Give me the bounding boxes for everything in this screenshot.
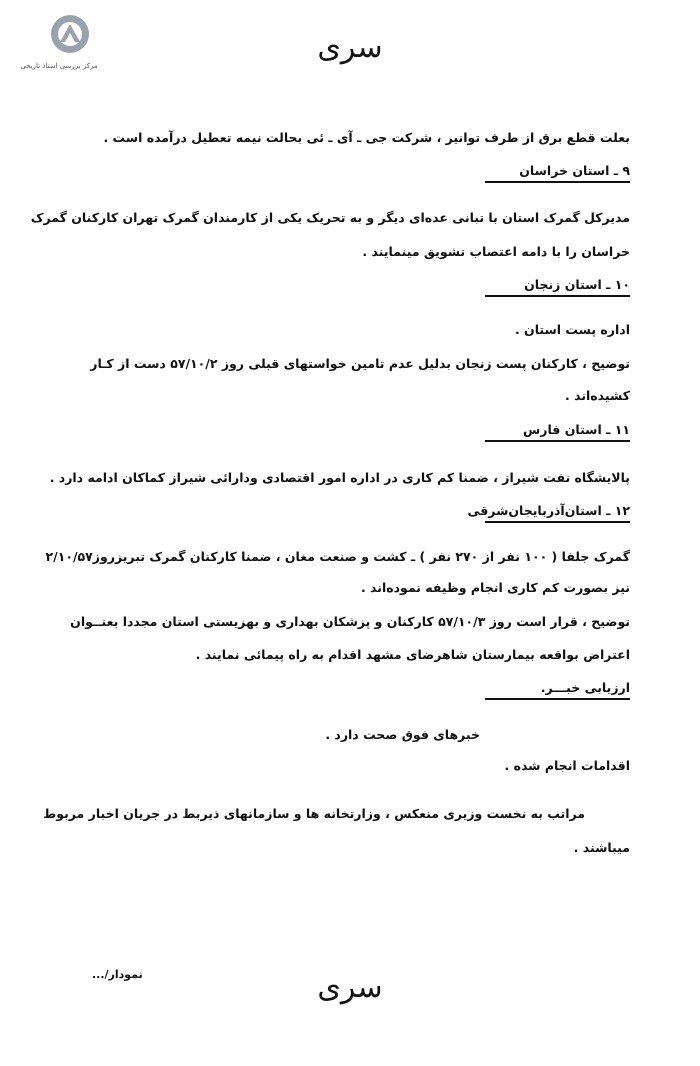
section-heading-zanjan: ۱۰ ـ استان زنجان	[485, 277, 630, 297]
section-heading-evaluation: ارزیابی خبـــر.	[485, 680, 630, 700]
body-line: مدیرکل گمرک استان با تبانی عده‌ای دیگر و به تحریک یکی از کارمندان گمرک تهران کارکنان گمرک	[30, 210, 630, 225]
document-number: نمودار/...	[92, 968, 143, 981]
section-heading-khorasan: ۹ ـ استان خراسان	[485, 163, 630, 183]
body-line: اقدامات انجام شده .	[504, 758, 630, 773]
archive-logo-text: مرکز بررسی اسناد تاریخی	[20, 62, 98, 70]
body-line: مراتب به نخست وزیری منعکس ، وزارتخانه ها و سازمانهای ذیربط در جریان اخبار مربوط	[43, 806, 585, 821]
body-line: خراسان را با دامه اعتصاب تشویق مینمایند .	[362, 244, 630, 259]
body-line: توضیح ، کارکنان پست زنجان بدلیل عدم تامین خواستهای قبلی روز ۵۷/۱۰/۲ دست از کـار	[90, 356, 630, 371]
body-line: پالایشگاه نفت شیراز ، ضمنا کم کاری در اداره امور اقتصادی ودارائی شیراز کماکان ادامه دارد .	[49, 470, 630, 485]
section-heading-fars: ۱۱ ـ استان فارس	[485, 422, 630, 442]
classification-stamp-bottom: سری	[317, 970, 383, 1005]
body-line: اداره پست استان .	[514, 322, 630, 337]
body-line: بعلت قطع برق از طرف توانیر ، شرکت جی ـ آی ـ ئی بحالت نیمه تعطیل درآمده است .	[103, 130, 630, 145]
body-line: کشیده‌اند .	[565, 388, 630, 403]
body-line: نیز بصورت کم کاری انجام وظیفه نموده‌اند .	[360, 580, 630, 595]
classification-stamp-top: سری	[317, 30, 383, 65]
section-heading-east-azerbaijan: ۱۲ ـ استان‌آذربایجان‌شرقی	[485, 503, 630, 523]
body-line: میباشند .	[573, 840, 630, 855]
body-line: گمرک جلفا ( ۱۰۰ نفر از ۲۷۰ نفر ) ـ کشت و صنعت مغان ، ضمنا کارکنان گمرک تبریزروز۲/۱۰/۵۷	[45, 549, 630, 564]
body-line: اعتراض بواقعه بیمارستان شاهرضای مشهد اقدام به راه پیمائی نمایند .	[195, 647, 630, 662]
body-line: توضیح ، قرار است روز ۵۷/۱۰/۳ کارکنان و پزشکان بهداری و بهزیستی استان مجددا بعنــوان	[70, 614, 630, 629]
body-line: خبرهای فوق صحت دارد .	[325, 727, 480, 742]
